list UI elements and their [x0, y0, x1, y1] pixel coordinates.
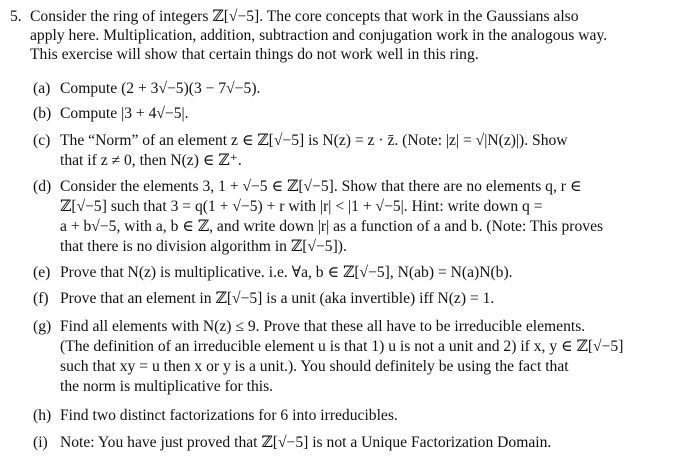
part-g-line-2: (The definition of an irreducible element u is that 1) u is not a unit and 2) if x, y ∈ ℤ[√−5] [60, 338, 624, 355]
part-a-label: (a) [33, 80, 51, 97]
part-i-label: (i) [33, 434, 48, 451]
part-b-label: (b) [33, 105, 52, 122]
intro-line-2: apply here. Multiplication, addition, subtraction and conjugation work in the analogous way. [30, 27, 608, 44]
part-g-label: (g) [33, 318, 52, 335]
intro-line-1: Consider the ring of integers ℤ[√−5]. The core concepts that work in the Gaussians also [30, 8, 579, 25]
part-d-line-3: a + b√−5, with a, b ∈ ℤ, and write down |r| as a function of a and b. (Note: This proves [60, 218, 604, 235]
part-a-text: Compute (2 + 3√−5)(3 − 7√−5). [60, 80, 261, 97]
part-g-line-3: such that xy = u then x or y is a unit.). You should definitely be using the fact that [60, 358, 569, 375]
part-g-line-4: the norm is multiplicative for this. [60, 378, 274, 395]
part-f-label: (f) [33, 290, 49, 307]
problem-number: 5. [10, 8, 22, 25]
part-f-text: Prove that an element in ℤ[√−5] is a unit (aka invertible) iff N(z) = 1. [60, 290, 495, 307]
part-h-label: (h) [33, 407, 52, 424]
part-d-line-2: ℤ[√−5] such that 3 = q(1 + √−5) + r with |r| < |1 + √−5|. Hint: write down q = [60, 198, 543, 215]
part-g-line-1: Find all elements with N(z) ≤ 9. Prove that these all have to be irreducible elements. [60, 318, 586, 335]
part-e-text: Prove that N(z) is multiplicative. i.e. ∀a, b ∈ ℤ[√−5], N(ab) = N(a)N(b). [60, 264, 513, 281]
intro-line-3: This exercise will show that certain things do not work well in this ring. [30, 46, 479, 63]
part-d-label: (d) [33, 178, 52, 195]
part-c-line-1: The “Norm” of an element z ∈ ℤ[√−5] is N(z) = z · z̄. (Note: |z| = √|N(z)|). Show [60, 132, 568, 149]
part-c-label: (c) [33, 132, 51, 149]
part-h-text: Find two distinct factorizations for 6 into irreducibles. [60, 407, 398, 424]
part-b-text: Compute |3 + 4√−5|. [60, 105, 189, 122]
part-i-text: Note: You have just proved that ℤ[√−5] is not a Unique Factorization Domain. [60, 434, 552, 451]
part-d-line-1: Consider the elements 3, 1 + √−5 ∈ ℤ[√−5]. Show that there are no elements q, r ∈ [60, 178, 582, 195]
part-d-line-4: that there is no division algorithm in ℤ[√−5]). [60, 238, 347, 255]
part-e-label: (e) [33, 264, 51, 281]
part-c-line-2: that if z ≠ 0, then N(z) ∈ ℤ⁺. [60, 152, 242, 169]
